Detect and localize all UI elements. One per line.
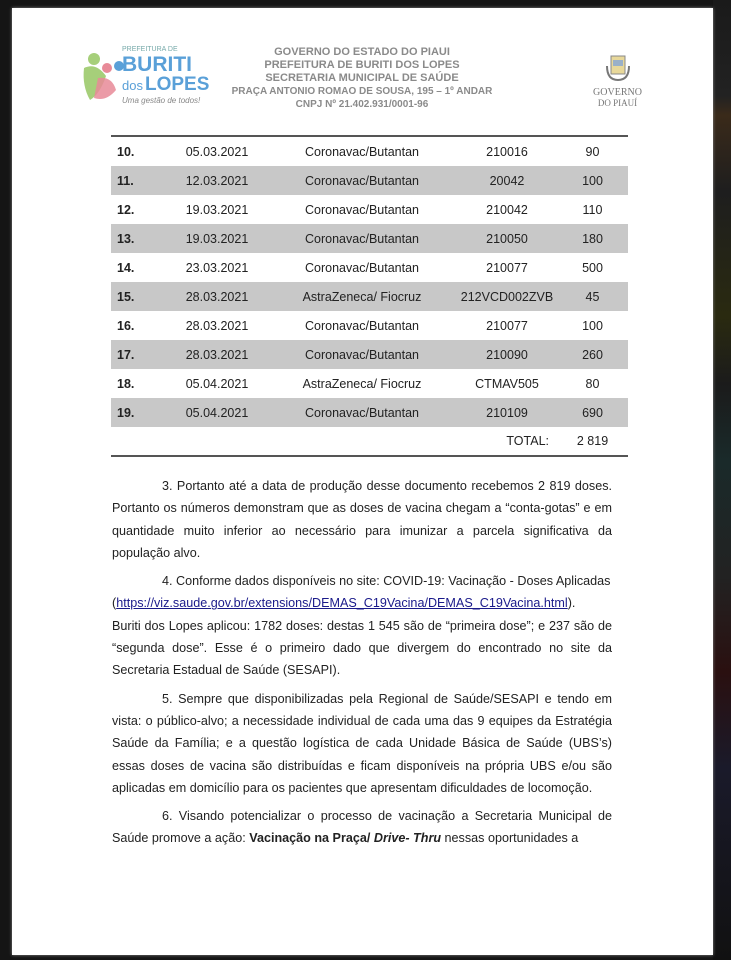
lot-number: CTMAV505	[475, 376, 539, 391]
delivery-date: 28.03.2021	[167, 282, 267, 311]
total-value: 2 819	[557, 427, 628, 456]
paren: ).	[567, 596, 576, 611]
lot-number: 210050	[457, 224, 557, 253]
delivery-date: 05.03.2021	[185, 144, 249, 159]
letterhead-line: PRAÇA ANTONIO ROMAO DE SOUSA, 195 – 1º ANDAR	[231, 86, 493, 97]
table-row	[111, 369, 628, 398]
lot-number: 210090	[457, 340, 557, 369]
table-row	[111, 224, 628, 253]
logo-buriti-text: BURITI	[122, 53, 192, 76]
vaccine-name: Coronavac/Butantan	[305, 202, 419, 217]
letterhead	[217, 46, 507, 111]
dose-count: 180	[557, 224, 628, 253]
vaccine-name: AstraZeneca/ Fiocruz	[302, 376, 422, 391]
row-number: 19.	[111, 398, 167, 427]
row-number: 10.	[117, 144, 135, 159]
dose-count: 45	[557, 282, 628, 311]
lot-number: 210042	[486, 202, 528, 217]
row-number: 11.	[111, 166, 167, 195]
background-content	[713, 0, 731, 960]
dose-count: 260	[557, 340, 628, 369]
vaccine-name: Coronavac/Butantan	[267, 166, 457, 195]
paren: (	[112, 596, 117, 611]
delivery-date: 05.04.2021	[167, 398, 267, 427]
vaccine-doses-table	[111, 135, 628, 457]
action-name: Vacinação na Praça/	[249, 831, 374, 846]
people-figures-icon	[82, 52, 126, 104]
row-number: 18.	[117, 376, 135, 391]
letterhead-line: GOVERNO DO ESTADO DO PIAUI	[274, 46, 450, 58]
table-row	[111, 311, 628, 340]
delivery-date: 05.04.2021	[185, 376, 249, 391]
dose-count: 110	[582, 202, 603, 217]
row-number: 15.	[111, 282, 167, 311]
vaccine-name: AstraZeneca/ Fiocruz	[267, 282, 457, 311]
sesapi-vaccine-link[interactable]: https://viz.saude.gov.br/extensions/DEMAS_C19Vacina/DEMAS_C19Vacina.html	[116, 596, 568, 611]
logo-lopes-text: LOPES	[144, 74, 210, 95]
dose-count: 90	[585, 144, 600, 159]
total-row	[111, 427, 628, 456]
buriti-dos-lopes-logo	[82, 46, 212, 112]
delivery-date: 28.03.2021	[167, 340, 267, 369]
lot-number: 210109	[457, 398, 557, 427]
dose-count: 100	[557, 166, 628, 195]
vaccine-name: Coronavac/Butantan	[267, 224, 457, 253]
table-row	[111, 166, 628, 195]
document-page	[12, 8, 713, 955]
logo-dos-text: dos	[122, 78, 143, 93]
logo-small-text: PREFEITURA DE	[122, 46, 178, 53]
lot-number: 210077	[486, 260, 528, 275]
row-number: 14.	[117, 260, 135, 275]
paragraph-5: 5. Sempre que disponibilizadas pela Regional de Saúde/SESAPI e tendo em vista: o público-alvo; a necessidade individual de cada uma das 9 equipes da Estratégia Saúde da Família; e a questão logística de cada Unidade Básica de Saúde (UBS’s) essas doses de vacina são distribuídas e ficam disponíveis na própria UBS e/ou são aplicadas em domicílio para os pacientes que apresentam dificuldades de locomoção.	[112, 691, 612, 795]
dose-count: 690	[557, 398, 628, 427]
dose-count: 500	[582, 260, 603, 275]
row-number: 12.	[117, 202, 135, 217]
table-row	[111, 253, 628, 282]
delivery-date: 19.03.2021	[167, 224, 267, 253]
lot-number: 210077	[486, 318, 528, 333]
paragraph-4-text: 4. Conforme dados disponíveis no site: COVID-19: Vacinação - Doses Aplicadas	[162, 574, 611, 589]
dose-count: 100	[582, 318, 603, 333]
table-row	[111, 398, 628, 427]
table-row	[111, 282, 628, 311]
row-number: 13.	[111, 224, 167, 253]
table-row	[111, 340, 628, 369]
paragraph-6-text: nessas oportunidades a	[441, 831, 579, 846]
lot-number: 20042	[457, 166, 557, 195]
paragraph-4	[112, 570, 612, 681]
letterhead-line: PREFEITURA DE BURITI DOS LOPES	[264, 59, 460, 71]
document-body	[112, 475, 612, 856]
delivery-date: 19.03.2021	[185, 202, 249, 217]
action-name-italic: Drive- Thru	[373, 831, 442, 846]
total-label: TOTAL:	[457, 427, 557, 456]
delivery-date: 12.03.2021	[167, 166, 267, 195]
delivery-date: 28.03.2021	[185, 318, 249, 333]
lot-number: 210016	[486, 144, 528, 159]
dose-count: 80	[585, 376, 600, 391]
paragraph-4-text: Buriti dos Lopes aplicou: 1782 doses: destas 1 545 são de “primeira dose”; e 237 são de “segunda dose”. Esse é o primeiro dado que divergem do encontrado no site da Secretaria Estadual de Saúde (SESAPI).	[112, 618, 612, 678]
row-number: 17.	[111, 340, 167, 369]
table-row	[111, 136, 628, 166]
logo-tagline: Uma gestão de todos!	[122, 96, 201, 105]
vaccine-name: Coronavac/Butantan	[267, 340, 457, 369]
logo-text: DO PIAUÍ	[597, 98, 638, 108]
vaccine-name: Coronavac/Butantan	[305, 144, 419, 159]
vaccine-name: Coronavac/Butantan	[305, 260, 419, 275]
letterhead-line: CNPJ Nº 21.402.931/0001-96	[295, 99, 429, 110]
table-row	[111, 195, 628, 224]
governo-do-piaui-logo	[590, 52, 645, 108]
letterhead-line: SECRETARIA MUNICIPAL DE SAÚDE	[265, 72, 459, 84]
logo-text: GOVERNO	[593, 87, 642, 98]
lot-number: 212VCD002ZVB	[457, 282, 557, 311]
paragraph-3: 3. Portanto até a data de produção desse documento recebemos 2 819 doses. Portanto os números demonstram que as doses de vacina chegam a “conta-gotas” e em quantidade muito inferior ao necessário para imunizar a parcela significativa da população alvo.	[112, 479, 612, 560]
paragraph-6	[112, 805, 612, 850]
vaccine-name: Coronavac/Butantan	[305, 318, 419, 333]
delivery-date: 23.03.2021	[185, 260, 249, 275]
coat-of-arms-icon	[603, 52, 633, 82]
row-number: 16.	[117, 318, 135, 333]
vaccine-name: Coronavac/Butantan	[267, 398, 457, 427]
paragraph-6-text: 6. Visando potencializar o processo de vacinação a Secretaria Municipal de Saúde promove a ação:	[112, 809, 612, 846]
